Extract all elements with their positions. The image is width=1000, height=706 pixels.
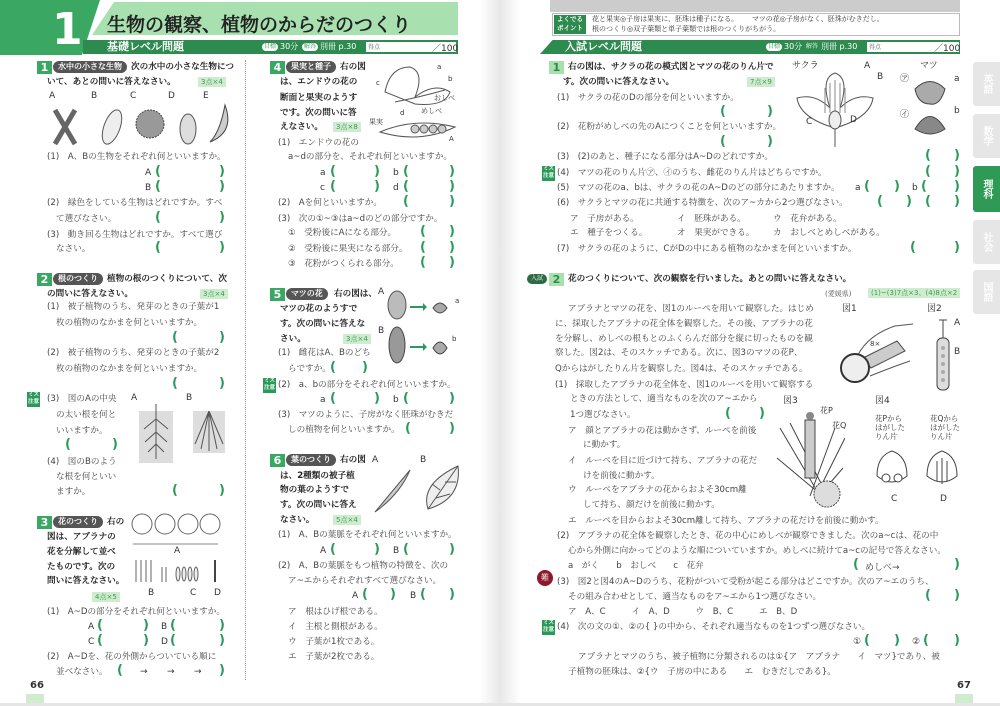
fig-label: a: [455, 297, 460, 305]
q6-choice: ア 根はひげ根である。: [288, 607, 383, 617]
q5-sub3: (3) マツのように、子房がなく胚珠がむきだ: [278, 410, 454, 420]
fig-label: D: [850, 115, 857, 125]
rq2-sub4: アブラナとマツのうち、被子植物に分類されるのは①{ア アブラナ イ マツ}であり、被: [578, 652, 940, 662]
answer-field[interactable]: [864, 635, 900, 649]
answer-label: A: [320, 546, 327, 556]
answer-field[interactable]: [170, 635, 225, 649]
scales-illustration: [872, 446, 962, 492]
q2-sub4: (4) 図のBのよう: [47, 457, 117, 467]
answer-field[interactable]: [864, 181, 900, 195]
q2-tag: 根のつくり: [53, 273, 103, 285]
q5-tag: マツの花: [286, 288, 328, 300]
q6-sub2: ア~エからそれぞれすべて選びなさい。: [288, 576, 442, 586]
q5-sub1: (1) 雌花はA、Bのどち: [278, 348, 371, 358]
answer-label: b: [912, 183, 918, 193]
answer-field[interactable]: [403, 196, 455, 210]
q2-sub4: ますか。: [56, 487, 91, 497]
fig-label: 図2: [927, 304, 942, 314]
fig-label: B: [954, 347, 961, 357]
q2-sub2: (2) 被子植物のうち、発芽のときの子葉が2: [47, 348, 220, 358]
q1-sub3: (3) 動き回る生物はどれですか。すべて選び: [47, 230, 223, 240]
microorganisms-illustration: [50, 102, 230, 147]
fig-label: B: [148, 588, 155, 598]
fig-label: A: [49, 91, 56, 101]
answer-field[interactable]: [65, 439, 118, 453]
side-tab-japanese[interactable]: 国語: [973, 270, 1000, 314]
q1-number: 1: [37, 61, 52, 74]
rq1-choice: エ 種子をつくる。: [570, 228, 648, 238]
q1-sub2: (2) 緑色をしている生物はどれですか。すべ: [47, 198, 223, 208]
time-value: 30分: [280, 42, 299, 51]
miss-caution-icon: ミス注意: [27, 392, 39, 405]
answer-label: A: [88, 622, 95, 632]
answer-field[interactable]: [405, 423, 455, 437]
q5-number: 5: [270, 288, 285, 301]
rq2-choice: ウ ルーペをアブラナの花からおよそ30cm離: [568, 485, 747, 495]
score-label: 得点: [368, 44, 381, 51]
fig-label: [875, 414, 905, 441]
fig-label: A: [174, 546, 181, 556]
rq2-sub3: ア A、C イ A、D ウ B、C エ B、D: [568, 607, 798, 617]
rq1-sub1: (1) サクラの花のDの部分を何といいますか。: [557, 93, 739, 103]
answer-field[interactable]: [925, 590, 960, 604]
answer-label: D: [161, 637, 168, 647]
answer-field[interactable]: [910, 242, 960, 256]
answer-field[interactable]: [720, 136, 773, 150]
label-line: りん片: [875, 432, 898, 441]
rq2-points: (1)~(3)7点×3、(4)8点×2: [868, 288, 960, 298]
answer-label: b: [393, 395, 399, 405]
q2-text: 植物の根のつくりについて、次: [107, 274, 227, 284]
pistil-illustration: [933, 318, 953, 393]
answer-field[interactable]: [925, 150, 960, 164]
answer-ref: 別冊 p.30: [821, 42, 858, 51]
fig-label: B: [186, 393, 193, 403]
answer-label: A: [145, 168, 152, 178]
q5-text: す。次の問いに答えな: [280, 319, 366, 329]
rq1-choice: イ 胚珠がある。: [677, 214, 746, 224]
fig-label: めしべ: [421, 107, 442, 115]
rq2-sub3: (3) 図2と図4のA~Dのうち、花粉がついて受粉が起こる部分はどこですか。次のア~エのうち、: [557, 577, 934, 587]
answer-field[interactable]: [877, 196, 912, 210]
badge-line: ポイント: [557, 24, 583, 32]
answer-label: C: [88, 637, 95, 647]
q6-text: 物の葉のようすで: [280, 485, 350, 495]
fig-label: 花Q: [832, 421, 847, 430]
fig-label: D: [214, 588, 221, 598]
q3-points: 4点×5: [92, 592, 120, 602]
score-label: 得点: [869, 44, 882, 51]
q4-number: 4: [270, 61, 285, 74]
fig-label: a: [954, 74, 960, 84]
q3-number: 3: [37, 516, 52, 529]
label-line: はがした: [875, 423, 905, 432]
rq1-sub4: (4) マツの花のりん片㋐、㋑のうち、雌花のりん片はどちらですか。: [557, 168, 827, 178]
fig-label: [930, 414, 960, 441]
q1-sub1: (1) A、Bの生物をそれぞれ何といいますか。: [47, 152, 226, 162]
q6-choice: エ 子葉が2枚である。: [288, 652, 380, 662]
q2-sub4: な根を何といい: [56, 472, 117, 482]
q3-text: 花を分解して並べ: [47, 547, 116, 557]
miss-caution-icon: ミス注意: [542, 620, 554, 633]
q4-text: 右の図: [340, 62, 366, 72]
q3-sub1: (1) A~Dの部分をそれぞれ何といいますか。: [47, 607, 225, 617]
q1-text: いて、あとの問いに答えなさい。: [47, 77, 176, 87]
q4-sub3: (3) 次の①~③はa~dのどの部分ですか。: [278, 214, 443, 224]
answer-field[interactable]: [923, 635, 960, 649]
rq1-sub6: (6) サクラとマツの花に共通する特徴を、次のア~カから2つ選びなさい。: [557, 198, 848, 208]
q1-text: 次の水中の小さな生物につ: [131, 62, 234, 72]
rq2-title: 花のつくりについて、次の観察を行いました。あとの問いに答えなさい。: [568, 274, 852, 284]
q5-text: マツの花のようすで: [280, 304, 358, 314]
q3-sub2: (2) A~Dを、花の外側からついている順に: [47, 652, 217, 662]
fig-label: D: [168, 91, 175, 101]
answer-label: ①: [853, 637, 862, 647]
exam-badge: 入試: [527, 274, 547, 284]
loupe-illustration: [835, 316, 915, 391]
answer-field[interactable]: [725, 408, 765, 422]
rq2-sub2: (2) アブラナの花全体を観察したとき、花の中心にめしべが観察できました。次のa~cは、花の中: [557, 531, 939, 541]
q6-text: なさい。: [280, 515, 315, 525]
q5-sub1: らですか。: [288, 364, 331, 374]
q5-text: さい。: [280, 334, 306, 344]
answer-field[interactable]: [330, 544, 380, 558]
page-tab-marker: [955, 694, 973, 703]
rq2-choice: エ ルーペを目からおよそ30cm離して持ち、アブラナの花だけを前後に動かす。: [568, 516, 884, 526]
q3-text: 図は、アブラナの: [47, 532, 116, 542]
rq2-sub2: 心から外側に向かってどのような順についていますか。めしべに続けてa~cの記号で答えなさい。: [568, 546, 946, 556]
leaves-illustration: [370, 464, 462, 516]
fig-label: C: [130, 91, 137, 101]
q3-text: 右の: [107, 517, 125, 527]
answer-label: B: [393, 546, 400, 556]
key-point: マツの花◎子房がなく、胚珠がむきだし。: [752, 15, 884, 23]
fig-label: c: [376, 79, 380, 87]
q1-points: 3点×4: [198, 77, 226, 87]
rq2-sub4: 子植物の胚珠は、②{ウ 子房の中にある エ むきだしである}。: [568, 667, 836, 677]
rq2-number: 2: [549, 273, 564, 286]
fig-label: 果実: [369, 118, 383, 126]
fig-label: A: [954, 318, 961, 328]
fig-label: B: [378, 326, 385, 336]
fig-label: 図4: [875, 396, 890, 406]
label-line: 花Pから: [875, 414, 903, 423]
fig-label: おしべ: [434, 94, 455, 102]
answer-field[interactable]: [362, 589, 396, 603]
answer-label: a: [855, 183, 861, 193]
fig-label: ㋐: [900, 74, 910, 84]
answer-badge: 解答: [806, 43, 819, 50]
fig-label: C: [891, 494, 898, 504]
q2-sub3: の太い根を何と: [56, 410, 117, 420]
answer-label: B: [161, 622, 168, 632]
label-line: りん片: [930, 432, 953, 441]
q2-points: 3点×4: [200, 289, 228, 299]
q4-sub1: a~dの部分を、それぞれ何といいますか。: [288, 152, 453, 162]
answer-field[interactable]: [155, 212, 225, 226]
side-tab-english[interactable]: 英語: [973, 62, 1000, 106]
rq1-choice: カ おしべとめしべがある。: [773, 228, 885, 238]
q6-text: 右の図: [340, 455, 366, 465]
q4-sub1: (1) エンドウの花の: [278, 138, 359, 148]
q5-points: 3点×4: [343, 334, 371, 344]
rq1-number: 1: [549, 61, 564, 74]
q3-sub2: 並べなさい。: [56, 667, 108, 677]
q4-points: 3点×8: [333, 122, 361, 132]
chapter-number: 1: [52, 4, 83, 55]
top-gray-bar: [550, 0, 960, 12]
rq2-para: を分解し、めしべの根もとのふくらんだ部分を縦に切ったものを観: [555, 334, 813, 344]
answer-badge: 解答: [304, 43, 317, 50]
rq1-choice: ウ 花弁がある。: [773, 214, 842, 224]
difficult-badge-icon: 難: [537, 570, 553, 586]
fig-label: ㋑: [900, 110, 910, 120]
rq2-sub1: ときの方法として、適当なものを次のア~エから: [570, 394, 758, 404]
answer-field[interactable]: [925, 166, 960, 180]
answer-label: B: [410, 591, 417, 601]
q6-choice: イ 主根と側根がある。: [288, 622, 383, 632]
answer-field[interactable]: [155, 166, 225, 180]
answer-field[interactable]: [330, 166, 380, 180]
score-total: ／100: [432, 44, 459, 54]
q6-tag: 葉のつくり: [286, 454, 336, 466]
rq2-choice: に動かす。: [583, 440, 626, 450]
q3-tag: 花のつくり: [53, 516, 103, 528]
fig-label: d: [400, 109, 405, 117]
fig-label: B: [91, 91, 98, 101]
answer-label: a: [320, 395, 326, 405]
answer-field[interactable]: [330, 362, 368, 376]
rq1-choice: ア 子房がある。: [570, 214, 639, 224]
q5-sub2: (2) a、bの部分をそれぞれ何といいますか。: [278, 380, 456, 390]
arrow: →: [140, 667, 148, 677]
level-title: 基礎レベル問題: [107, 40, 184, 53]
roots-illustration: [139, 404, 229, 464]
time-badge: 目標: [264, 43, 277, 50]
answer-field[interactable]: [97, 635, 149, 649]
arrow: →: [167, 667, 175, 677]
q3-text: たものです。次の: [47, 562, 116, 572]
label-line: 花Qから: [930, 414, 959, 423]
answer-field[interactable]: [403, 544, 455, 558]
rq2-para: アブラナとマツの花を、図1のルーペを用いて観察した。はじめ: [568, 304, 814, 314]
fig-label: a: [437, 63, 442, 71]
fig-label: サクラ: [792, 61, 819, 71]
badge-line: よくでる: [557, 15, 583, 23]
q6-choice: ウ 子葉が1枚である。: [288, 637, 380, 647]
fig-label: 図3: [783, 396, 798, 406]
q5-text: 右の図は、: [334, 289, 377, 299]
fig-label: A: [864, 61, 871, 71]
q6-sub1: (1) A、Bの葉脈をそれぞれ何といいますか。: [278, 530, 457, 540]
loupe-mag: 8×: [870, 340, 881, 348]
q2-text: の問いに答えなさい。: [47, 289, 133, 299]
answer-field[interactable]: [403, 181, 455, 195]
q2-sub3: (3) 図のAの中央: [47, 394, 117, 404]
time-badge: 目標: [768, 43, 781, 50]
rq1-sub3: (3) (2)のあと、種子になる部分はA~Dのどれですか。: [557, 152, 773, 162]
rq1-sub7: (7) サクラの花のように、CがDの中にある植物のなかまを何といいますか。: [557, 244, 857, 254]
arrow: →: [194, 667, 202, 677]
answer-field[interactable]: [155, 181, 225, 195]
q4-text: えなさい。: [280, 122, 323, 132]
q2-sub2: 枚の植物のなかまを何といいますか。: [56, 364, 203, 374]
page-tab-marker: [26, 694, 44, 703]
fig-label: A: [372, 455, 379, 465]
rq1-points: 7点×9: [747, 77, 775, 87]
q4-item: ③ 花粉がつくられる部分。: [288, 259, 399, 269]
q4-text: 断面と果実のようす: [280, 93, 358, 103]
q6-text: は、2種類の被子植: [280, 471, 355, 481]
answer-field[interactable]: [403, 393, 455, 407]
q1-tag: 水中の小さな生物: [53, 61, 127, 73]
answer-prefix: ( めしべ→: [865, 563, 900, 573]
q6-sub2: (2) A、Bの葉脈をもつ植物の特徴を、次の: [278, 561, 449, 571]
answer-field[interactable]: [420, 242, 455, 256]
pine-flower-illustration: [385, 290, 455, 370]
fig-label: A: [449, 135, 454, 143]
fig-label: マツ: [920, 61, 938, 71]
fig-label: D: [940, 494, 947, 504]
time-value: 30分: [784, 42, 803, 51]
score-total: ／100: [934, 44, 961, 54]
fig-label: b: [448, 75, 453, 83]
miss-caution-icon: ミス注意: [542, 166, 554, 179]
fig-label: B: [877, 72, 884, 82]
answer-field[interactable]: [925, 196, 960, 210]
q1-sub2: て選びなさい。: [56, 214, 117, 224]
side-tab-science[interactable]: 理科: [973, 166, 1000, 212]
fig-label: C: [806, 117, 813, 127]
fig-label: C: [190, 588, 197, 598]
rq1-sub5: (5) マツの花のa、bは、サクラの花のA~Dのどの部分にあたりますか。: [557, 183, 840, 193]
q3-text: 問いに答えなさい。: [47, 576, 125, 586]
answer-field[interactable]: [720, 106, 773, 120]
page-number: 67: [957, 680, 971, 691]
q6-text: す。次の問いに答え: [280, 500, 357, 510]
answer-label: a: [320, 168, 326, 178]
answer-label: ②: [912, 637, 921, 647]
q4-item: ② 受粉後に果実になる部分。: [288, 244, 408, 254]
q2-sub3: いいますか。: [56, 426, 108, 436]
answer-field[interactable]: [420, 589, 455, 603]
rq1-text: す。次の問いに答えなさい。: [563, 77, 675, 87]
q4-text: です。次の問いに答: [280, 108, 357, 118]
cherry-flower-illustration: [795, 72, 875, 147]
label-line: はがした: [930, 423, 960, 432]
fig-label: 図1: [842, 304, 857, 314]
rq2-sub3: その組み合わせとして、適当なものをア~エから1つ選びなさい。: [568, 592, 822, 602]
gutter-shadow: [480, 0, 520, 706]
answer-field[interactable]: [172, 332, 225, 346]
fig-label: E: [203, 91, 209, 101]
rq1-text: 右の図は、サクラの花の模式図とマツの花のりん片で: [568, 62, 774, 72]
page-number: 66: [30, 680, 44, 691]
answer-field[interactable]: [420, 257, 455, 271]
pine-scale-illustration: [910, 74, 955, 144]
rq2-choice: ア 顔とアブラナの花は動かさず、ルーペを前後: [568, 426, 757, 436]
rq2-choice: けを前後に動かす。: [583, 471, 660, 481]
side-tab-math[interactable]: 数学: [973, 114, 1000, 158]
fig-label: A: [378, 287, 385, 297]
fig-label: b: [452, 335, 457, 343]
rq1-sub2: (2) 花粉がめしべの先のAにつくことを何といいますか。: [557, 122, 782, 132]
q2-sub1: 枚の植物のなかまを何といいますか。: [56, 318, 203, 328]
answer-field[interactable]: [330, 181, 380, 195]
rq2-para: 察した。図2は、そのスケッチである。次に、図3のマツの花P、: [555, 348, 803, 358]
rq2-sub4: (4) 次の文の①、②の{ }の中から、それぞれ適当なものを1つずつ選びなさい。: [557, 622, 871, 632]
fig-label: b: [954, 106, 960, 116]
rq2-choice: イ ルーペを目に近づけて持ち、アブラナの花だ: [568, 456, 758, 466]
q1-sub3: なさい。: [56, 244, 91, 254]
key-point: 花と果実◎子房は果実に、胚珠は種子になる。: [592, 15, 739, 23]
answer-label: b: [393, 168, 399, 178]
fig-label: B: [420, 455, 427, 465]
answer-field[interactable]: [330, 393, 380, 407]
answer-field[interactable]: [921, 181, 960, 195]
key-point: 根のつくり◎双子葉類と単子葉類では根のつくりがちがう。: [592, 25, 781, 33]
level-title: 入試レベル問題: [565, 40, 642, 53]
q6-points: 5点×4: [333, 515, 361, 525]
answer-label: A: [352, 591, 359, 601]
order-answer-field[interactable]: [853, 559, 960, 573]
rq2-choice: して持ち、顔だけを前後に動かす。: [583, 500, 720, 510]
source: (愛媛県): [825, 290, 852, 298]
side-tab-social[interactable]: 社会: [973, 220, 1000, 264]
answer-field[interactable]: [155, 242, 225, 256]
fig-label: A: [131, 393, 138, 403]
key-points-badge: [554, 15, 586, 34]
answer-field[interactable]: [172, 485, 225, 499]
rq1-choice: オ 果実ができる。: [677, 228, 755, 238]
q2-sub1: (1) 被子植物のうち、発芽のときの子葉が1: [47, 302, 220, 312]
answer-field[interactable]: [403, 166, 455, 180]
q5-sub3: しの植物を何といいますか。: [288, 425, 400, 435]
answer-ref: 別冊 p.30: [320, 42, 357, 51]
rq2-sub1: 1つ選びなさい。: [570, 410, 636, 420]
answer-label: d: [393, 183, 399, 193]
rq2-sub1: (1) 採取したアブラナの花全体を、図1のルーペを用いて観察する: [555, 380, 814, 390]
answer-label: B: [145, 183, 152, 193]
q4-sub2: (2) Aを何といいますか。: [278, 198, 382, 208]
q2-number: 2: [37, 273, 52, 286]
rq2-para: Qからはがしたりん片を観察した。図4は、そのスケッチである。: [555, 364, 808, 374]
q4-tag: 果実と種子: [286, 61, 336, 73]
rq2-sub2: a がく b おしべ c 花弁: [568, 561, 704, 571]
q4-item: ① 受粉後にAになる部分。: [288, 228, 397, 238]
column-divider: [245, 60, 246, 680]
answer-field[interactable]: [420, 226, 455, 240]
answer-field[interactable]: [172, 378, 225, 392]
answer-label: c: [320, 183, 325, 193]
answer-field[interactable]: [97, 620, 149, 634]
miss-caution-icon: ミス注意: [263, 378, 275, 391]
answer-field[interactable]: [170, 620, 225, 634]
fig-label: 花P: [820, 406, 833, 415]
q4-text: は、エンドウの花の: [280, 77, 358, 87]
chapter-title: 生物の観察、植物のからだのつくり: [107, 14, 412, 36]
rq2-para: に、採取したアブラナの花全体を観察した。その後、アブラナの花: [555, 319, 813, 329]
q6-number: 6: [270, 454, 285, 467]
